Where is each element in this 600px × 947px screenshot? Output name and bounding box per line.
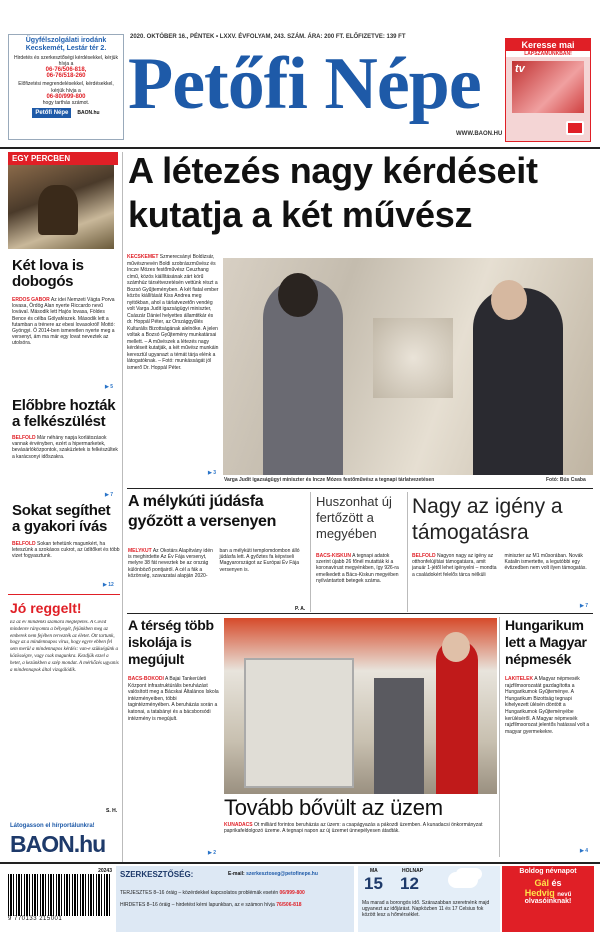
distribution-phone: 06/999-800 xyxy=(279,890,305,896)
hungarikum-loc: LAKITELEK xyxy=(505,676,534,682)
sidebar-item1-body: Az idei Nemzeti Vágta Porva lovasa, Ördög Alan nyerte Riccardo nevű lovával. Második lett Hajós lovasa, Földes Bence és célba Gólyafészek. Második lett a futamban a trénere az ebesi lovasokról! Mottó: Gyöngyi. Ő 2014-ben ismeretlen nyerte meg a versenyt, ám ma már egy lovat neveztek az utolsóra. xyxy=(12,297,115,347)
hungarikum-text xyxy=(505,676,593,846)
nameday-label: Boldog névnapot xyxy=(519,868,577,875)
school-text xyxy=(128,676,220,848)
sidebar-item1-ref[interactable]: ▶ 5 xyxy=(105,384,114,390)
nameday-name-2: Hedvig xyxy=(524,888,555,898)
ad-phone-2: 06-76/518-260 xyxy=(46,73,86,80)
lead-credit: Fotó: Bús Csaba xyxy=(546,477,586,483)
weather-box xyxy=(358,866,500,932)
masthead-site: WWW.BAON.HU xyxy=(456,131,503,137)
lead-headline-2: kutatja a két művész xyxy=(128,194,473,235)
sidebar-item3-loc: BELFÖLD xyxy=(12,541,36,547)
sidebar-item1-loc: ERDŐS GÁBOR xyxy=(12,297,50,303)
ad-phone-3: 06-80/999-800 xyxy=(46,93,86,100)
factory-title: Tovább bővült az üzem xyxy=(224,795,443,820)
factory-loc: KUNADACS xyxy=(224,822,253,828)
nameday-name-1: Gál xyxy=(534,878,549,888)
lead-text xyxy=(127,254,219,470)
morning-cta: Látogasson el hírportálunkra! xyxy=(10,823,95,829)
weather-day1-label: MA xyxy=(370,868,378,874)
sidebar-item2-title: Előbbre hozták a felkészülést xyxy=(12,397,116,430)
lead-ref[interactable]: ▶ 3 xyxy=(208,470,217,476)
promo-title: Keresse mai xyxy=(506,39,590,51)
school-title: A térség több iskolája is megújult xyxy=(128,617,214,667)
support-title: Nagy az igény a támogatásra xyxy=(412,495,563,544)
covid-title: Huszonhat új fertőzött a megyében xyxy=(316,494,392,541)
lead-body: Szmerecsányi Boldizsár, művésznevén Boldi szobrászművész és Incze Mózes festőművész Ceuzhang című, közös kiállításának zárt körű számhúz társétvezetésén vettünk részt a Bozsó Gyűjteményben. A két fiatal ember közös kiállítását Kiss Andrea meg nyitókban, ahol a tárlatvezetőn vendég volt Varga Judit igazságügyi miniszter, Császár Dániel helyettes államtitkár és dr. Hoppál Péter, az Országgyűlés Kulturális Bizottságának alelnöke. A jelen voltak a Bozsó Gyűjtemény munkatársai mellett. – A művészek a létezés nagy kérdéseit kutatják, a két művész munkáin keresztül ugyanazt a témát tárja elénk a látogatóknak. – Fotó: munkásságát jól ismerő Dr. Hoppál Péter. xyxy=(127,254,219,371)
sidebar-item3-text xyxy=(12,541,120,581)
ad-top-left xyxy=(8,34,124,140)
ad-site: BAON.hu xyxy=(77,110,100,117)
support-ref[interactable]: ▶ 7 xyxy=(580,603,589,609)
dateline: 2020. OKTÓBER 16., PÉNTEK • LXXV. ÉVFOLYAM, 243. SZÁM. ÁRA: 200 FT. ELŐFIZETVE: 139 FT xyxy=(130,34,406,40)
lead-caption: Varga Judit igazságügyi miniszter és Incze Mózes festőművész a tegnapi tárlatvezetésen xyxy=(224,477,435,483)
support-text xyxy=(412,553,592,603)
email-link[interactable]: szerkesztoseg@petofinepe.hu xyxy=(246,871,318,877)
masthead-title: Petőfi Népe xyxy=(128,43,481,125)
tv-icon xyxy=(566,121,584,135)
distribution-line: TERJESZTÉS 8–16 óráig – közérdekkel kapcsolatos problémák esetén xyxy=(120,890,279,896)
ad-intro: Hirdetés és szerkesztőségi kérdésekkel, kérjük hívja a xyxy=(14,55,118,68)
nameday-suffix: nevű xyxy=(557,892,572,898)
weather-text: Ma marad a borongós idő. Szárazabban szeretnénk majd ugyanezt az időjárást. Napközben 11 és 17 Celsius fok között lesz a hőmérséklet. xyxy=(362,900,490,919)
hungarikum-title: Hungarikum lett a Magyar népmesék xyxy=(505,617,587,667)
judas-body: Az Ökotárs Alapítvány idén is meghirdette Az Év Fája versenyt, melyre 38 fát neveztek be az ország különböző pontjairól. A cél a fák a közönség, szavazatai alapján 2020-ban a mélykúti templomdombon álló júdásfa lett. A győztes fa képviseli Magyarországot az Európai Év Fája versenyen is. xyxy=(128,548,300,579)
sidebar-item3-ref[interactable]: ▶ 12 xyxy=(103,582,114,588)
ad-thanks: hogy tarthás számot. xyxy=(42,99,90,106)
barcode-number: 9 770133 215001 xyxy=(8,916,63,922)
weather-day2-label: HOLNAP xyxy=(402,868,424,874)
sidebar-item2-ref[interactable]: ▶ 7 xyxy=(105,492,114,498)
judas-text xyxy=(128,548,306,606)
covid-loc: BÁCS-KISKUN xyxy=(316,553,351,559)
ads-line: HIRDETÉS 8–16 óráig – hirdetést kérni lapunkban, az e számon hívja xyxy=(120,902,275,908)
editorial-box xyxy=(116,866,354,932)
sidebar-item3-body: Sokan tehetünk magunkért, ha leteszünk a szokásos cukrot, az üdítőket és több vizet fogyasztunk. xyxy=(12,541,120,560)
factory-photo xyxy=(224,618,497,794)
email-label: E-mail: xyxy=(228,871,245,877)
covid-text xyxy=(316,553,404,609)
sidebar-item1-title: Két lova is dobogós xyxy=(12,257,84,290)
nameday-tail: olvasóinknak! xyxy=(524,898,572,905)
lead-photo xyxy=(223,258,593,475)
weather-day2-temp: 12 xyxy=(400,874,419,893)
ad-title: Ügyfélszolgálati irodánk Kecskemét, Lestár tér 2. xyxy=(25,37,107,52)
school-ref[interactable]: ▶ 2 xyxy=(208,850,217,856)
support-body: Nagyon nagy az igény az otthonfelújítási támogatásra, amit január 1-jétől lehet igényelni – mondta a családokért felelős tárca nélküli miniszter az M1 műsorában. Novák Katalin ismertette, a legutóbbi egy évtizedben nem volt ilyen támogatás. xyxy=(412,553,587,578)
hungarikum-body: A Magyar népmesék rajzfilmsorozatát gazdagította a Hungarikumok Gyűjteménye. A Hungarikum Bizottság tegnapi kihelyezett ülésén döntött a Hungarikumok Gyűjteményébe kerüléséről. A Magyar népmesék rajzfilmsorozat jelentős hatással volt a magyar gyermekekre. xyxy=(505,676,590,735)
barcode xyxy=(8,868,112,928)
section-label: EGY PERCBEN xyxy=(8,152,118,165)
support-loc: BELFÖLD xyxy=(412,553,436,559)
school-body: A Bajai Tankerületi Központ infrastruktúrális beruházást valósított meg a Bácskai Általános Iskola intézményeiben, többi tagintézményében. A beruházás során a katonai, a tatabányi és a bácsborsódi intézmény is megújult. xyxy=(128,676,219,722)
horse-photo xyxy=(8,165,114,249)
nameday-and: és xyxy=(551,878,562,888)
school-loc: BÁCS-BOKODI xyxy=(128,676,164,682)
promo-subtitle: LAPSZÁMUNKBAN! xyxy=(506,51,590,57)
ad-sub: Előfizetési megrendelésekkel, kérdésekkel, kérjük hívja a xyxy=(18,81,114,94)
sidebar-item1-text xyxy=(12,297,120,383)
ad-phone-1: 06-76/506-818, xyxy=(45,67,87,74)
judas-author: P. A. xyxy=(295,606,306,612)
morning-author: S. H. xyxy=(106,808,118,814)
barcode-bars xyxy=(8,874,112,916)
nameday-box xyxy=(502,866,594,932)
judas-loc: MÉLYKÚT xyxy=(128,548,152,554)
portal-logo[interactable]: BAON.hu xyxy=(10,831,106,857)
morning-text: Ez az év mindenki számára meglepetés. A Covid mindenre rányomta a bélyegét, fejünkben meg az emberek nem fejében tervezték az életet. Ott tartunk, hogy az a mindennapos vírus, hogy egyre ebben fel sem merül a mindennapos kérdés: van-e szükségünk a közösségre, vagy csak magunkra. Kezdjük ezzel a hetet, a kezünkben a szép mondat. A mérkőzés ugyanis a mindennapok által vizsgálódik. xyxy=(10,620,119,673)
lead-loc: KECSKEMÉT xyxy=(127,254,159,260)
ad-logo: Petőfi Népe xyxy=(32,108,71,118)
factory-body: Öt milliárd forintos beruházás az üzem: a csapágyazás a pákozdi üzemben. A kunadacsi önkormányzat paprikafeldolgozó üzeme. A tegnapi napon az új üzemet ünnepélyesen átadták. xyxy=(224,822,483,835)
covid-body: A tegnapi adatok szerint újabb 26 főnél mutatták ki a koronavírust megyénkben, így 926-ra emelkedett a Bács-Kiskun megyében nyilvántartott betegek száma. xyxy=(316,553,399,584)
promo-magazine xyxy=(512,61,584,113)
morning-title: Jó reggelt! xyxy=(10,600,82,616)
cloud-icon xyxy=(448,872,478,888)
issue-number: 20243 xyxy=(98,868,112,874)
lead-headline-1: A létezés nagy kérdéseit xyxy=(128,150,538,191)
factory-text xyxy=(224,822,496,856)
sidebar-item2-body: Már néhány napja korlátozások vannak érvényben, ezért a hipermarketek, bevásárlóközpontok, szaküzletek is felkészültek a karácsonyi időszakra. xyxy=(12,435,118,460)
judas-title: A mélykúti júdásfa győzött a versenyen xyxy=(128,493,277,530)
promo-magazine-label: tv xyxy=(515,63,525,75)
sidebar-item2-loc: BELFÖLD xyxy=(12,435,36,441)
weather-day1-temp: 15 xyxy=(364,874,383,893)
hungarikum-ref[interactable]: ▶ 4 xyxy=(580,848,589,854)
sidebar-item2-text xyxy=(12,435,120,491)
promo-top-right xyxy=(505,38,591,142)
editorial-label: SZERKESZTŐSÉG: xyxy=(120,870,194,879)
ads-phone: 76/506-818 xyxy=(276,902,302,908)
sidebar-item3-title: Sokat segíthet a gyakori ívás xyxy=(12,502,111,535)
